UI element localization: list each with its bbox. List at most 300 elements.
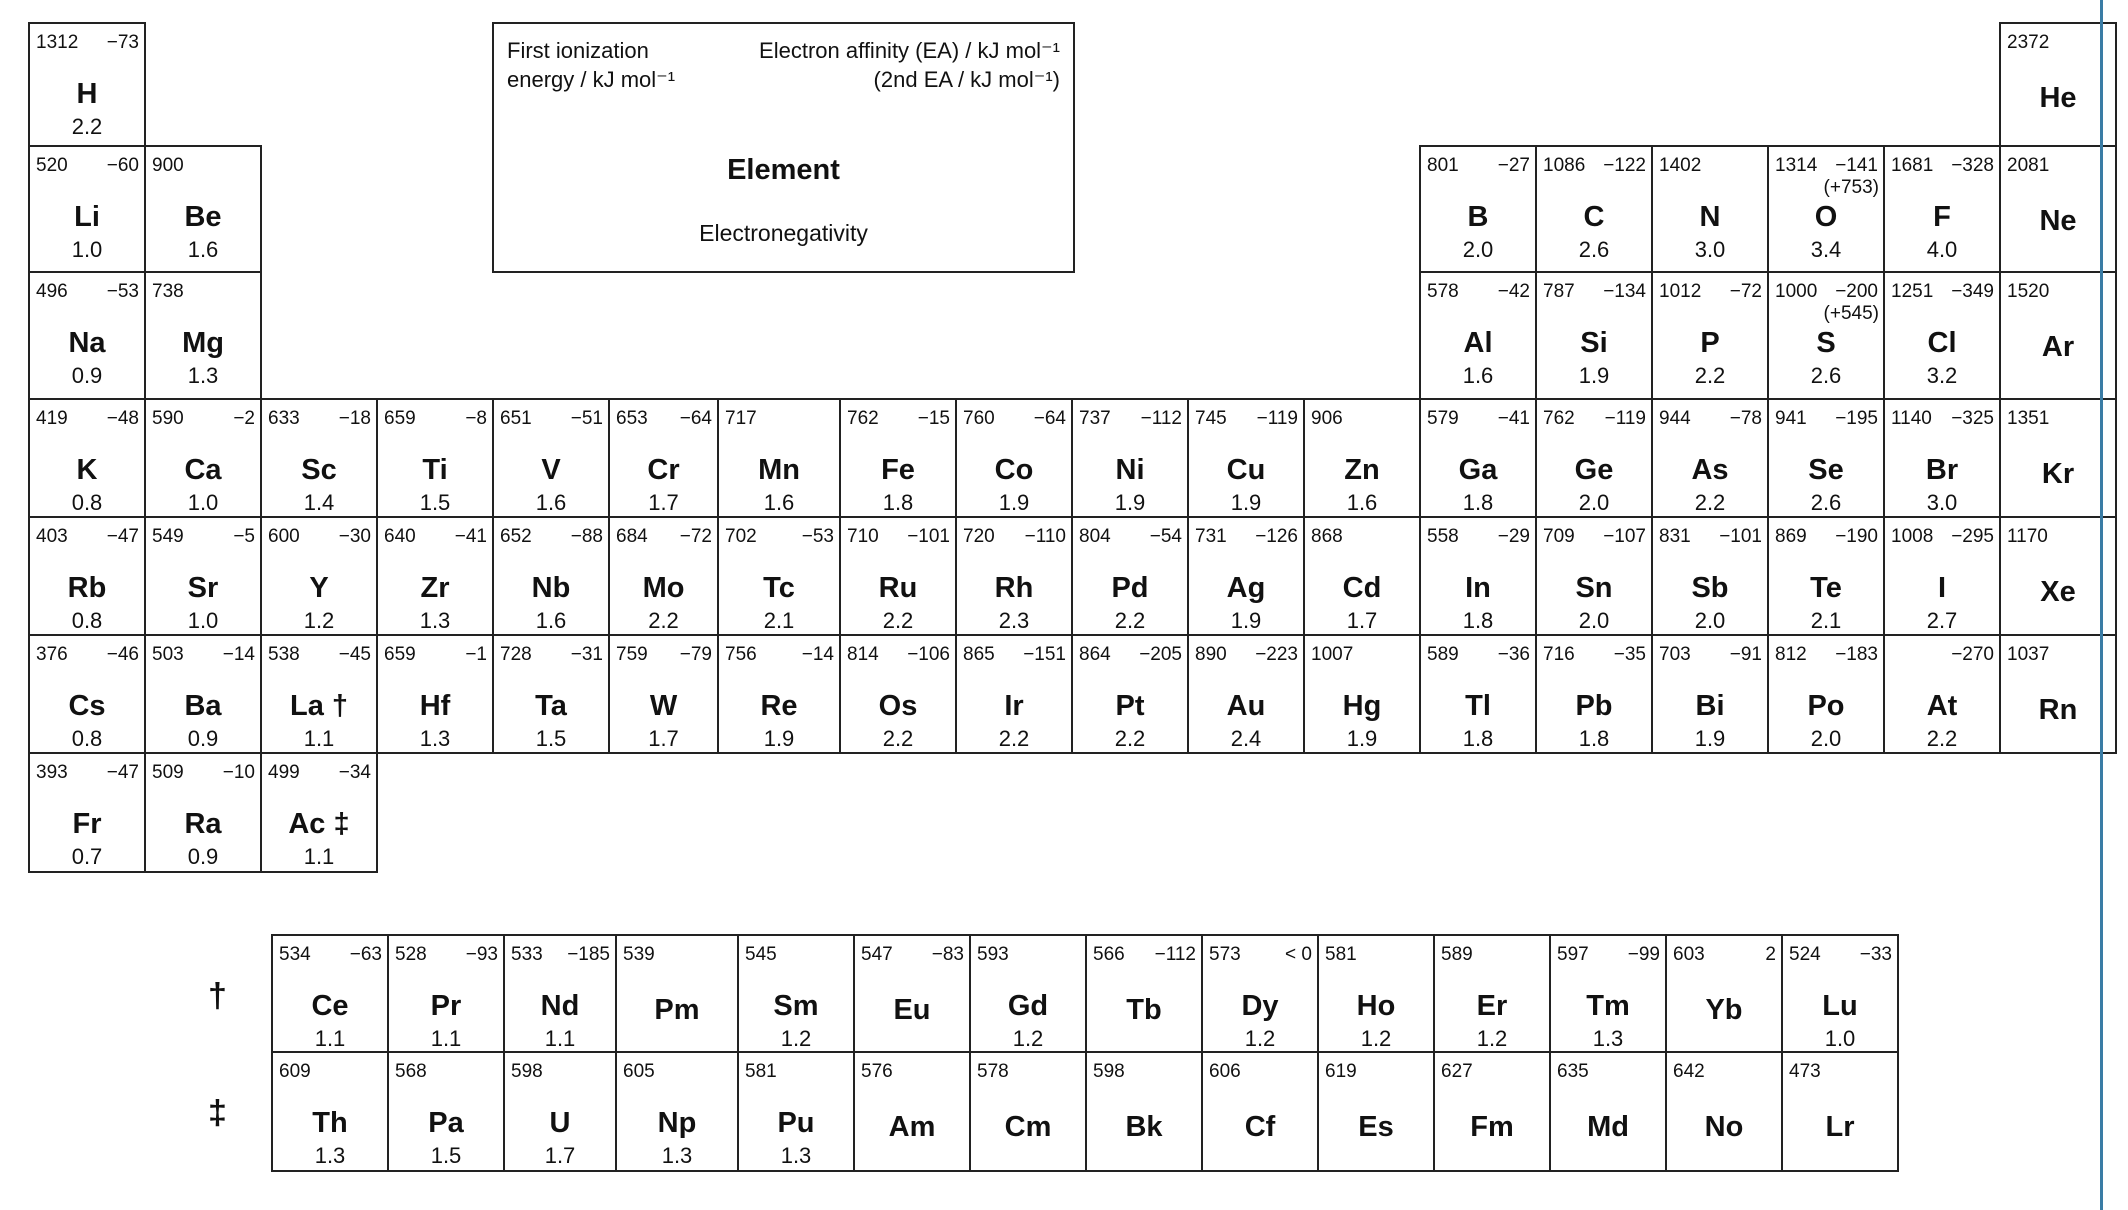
- electronegativity: 3.2: [1926, 363, 1958, 388]
- element-cell-se: [1767, 398, 1885, 518]
- electronegativity: 2.2: [882, 608, 914, 633]
- ionization-energy: 538: [268, 644, 300, 665]
- element-cell-fr: [28, 752, 146, 873]
- element-symbol: Tb: [1126, 994, 1162, 1026]
- element-symbol: Gd: [1007, 990, 1049, 1022]
- electronegativity: 2.2: [882, 726, 914, 751]
- electron-affinity: 2: [1765, 944, 1776, 965]
- element-cell-ga: [1419, 398, 1537, 518]
- ionization-energy: 720: [963, 526, 995, 547]
- ionization-energy: 590: [152, 408, 184, 429]
- electronegativity: 2.0: [1462, 237, 1494, 262]
- electron-affinity: −34: [338, 762, 371, 783]
- element-symbol: Ar: [2041, 331, 2075, 363]
- element-symbol: Al: [1463, 327, 1493, 359]
- electronegativity: 1.3: [419, 726, 451, 751]
- electron-affinity: −29: [1497, 526, 1530, 547]
- element-cell-hg: [1303, 634, 1421, 754]
- electron-affinity: −101: [1719, 526, 1762, 547]
- ionization-energy: 738: [152, 281, 184, 302]
- ionization-energy: 1312: [36, 32, 79, 53]
- element-symbol: Tm: [1586, 990, 1630, 1022]
- electron-affinity: −10: [222, 762, 255, 783]
- second-electron-affinity: (+753): [1823, 177, 1879, 198]
- ionization-energy: 1402: [1659, 155, 1702, 176]
- element-symbol: Yb: [1705, 994, 1743, 1026]
- ionization-energy: 716: [1543, 644, 1575, 665]
- electronegativity: 0.8: [71, 608, 103, 633]
- element-symbol: Se: [1808, 454, 1844, 486]
- element-cell-md: [1549, 1051, 1667, 1172]
- ionization-energy: 653: [616, 408, 648, 429]
- electronegativity: 1.3: [780, 1143, 812, 1168]
- element-symbol: Es: [1358, 1111, 1394, 1143]
- ionization-energy: 2372: [2007, 32, 2050, 53]
- element-symbol: Mo: [642, 572, 685, 604]
- electron-affinity: < 0: [1285, 944, 1312, 965]
- element-cell-ti: [376, 398, 494, 518]
- element-symbol: Tl: [1465, 690, 1491, 722]
- electron-affinity: −48: [106, 408, 139, 429]
- electron-affinity: −72: [1729, 281, 1762, 302]
- electronegativity: 1.7: [544, 1143, 576, 1168]
- ionization-energy: 1008: [1891, 526, 1934, 547]
- ionization-energy: 589: [1427, 644, 1459, 665]
- element-symbol: Au: [1226, 690, 1266, 722]
- element-cell-lr: [1781, 1051, 1899, 1172]
- electron-affinity: −151: [1023, 644, 1066, 665]
- element-symbol: Rh: [994, 572, 1034, 604]
- element-symbol: Sr: [187, 572, 219, 604]
- element-cell-h: [28, 22, 146, 147]
- element-cell-ag: [1187, 516, 1305, 636]
- ionization-energy: 812: [1775, 644, 1807, 665]
- electron-affinity: −53: [801, 526, 834, 547]
- element-cell-eu: [853, 934, 971, 1053]
- element-symbol: Bi: [1695, 690, 1725, 722]
- electron-affinity: −295: [1951, 526, 1994, 547]
- electronegativity: 1.2: [1244, 1026, 1276, 1051]
- element-cell-ir: [955, 634, 1073, 754]
- ionization-energy: 1140: [1891, 408, 1932, 429]
- electronegativity: 1.0: [71, 237, 103, 262]
- ionization-energy: 941: [1775, 408, 1807, 429]
- element-symbol: Zn: [1344, 454, 1380, 486]
- ionization-energy: 419: [36, 408, 68, 429]
- element-symbol: Dy: [1241, 990, 1279, 1022]
- element-symbol: Ba: [184, 690, 222, 722]
- element-cell-w: [608, 634, 719, 754]
- element-cell-f: [1883, 145, 2001, 273]
- electron-affinity: −41: [1497, 408, 1530, 429]
- electronegativity: 1.6: [535, 490, 567, 515]
- ionization-energy: 762: [1543, 408, 1575, 429]
- ionization-energy: 868: [1311, 526, 1343, 547]
- ionization-energy: 581: [1325, 944, 1357, 965]
- right-edge-line: [2100, 0, 2103, 1210]
- element-cell-sc: [260, 398, 378, 518]
- electron-affinity: −223: [1255, 644, 1298, 665]
- element-symbol: As: [1691, 454, 1729, 486]
- element-cell-sb: [1651, 516, 1769, 636]
- element-symbol: Y: [309, 572, 329, 604]
- ionization-energy: 609: [279, 1061, 311, 1082]
- electronegativity: 1.2: [1012, 1026, 1044, 1051]
- element-symbol: Ce: [311, 990, 349, 1022]
- element-cell-os: [839, 634, 957, 754]
- element-symbol: Ta: [535, 690, 567, 722]
- element-symbol: Ru: [878, 572, 918, 604]
- element-symbol: I: [1937, 572, 1947, 604]
- ionization-energy: 906: [1311, 408, 1343, 429]
- electron-affinity: −126: [1255, 526, 1298, 547]
- element-cell-ra: [144, 752, 262, 873]
- ionization-energy: 547: [861, 944, 893, 965]
- element-symbol: Pa: [428, 1107, 464, 1139]
- electron-affinity: −195: [1835, 408, 1878, 429]
- element-symbol: Pm: [654, 994, 700, 1026]
- ionization-energy: 566: [1093, 944, 1125, 965]
- element-symbol: Ne: [2039, 205, 2077, 237]
- element-symbol: Hf: [419, 690, 451, 722]
- electronegativity: 2.2: [71, 114, 103, 139]
- element-cell-ni: [1071, 398, 1189, 518]
- ionization-energy: 528: [395, 944, 427, 965]
- element-symbol: Cu: [1226, 454, 1266, 486]
- ionization-energy: 759: [616, 644, 648, 665]
- electronegativity: 1.8: [1462, 608, 1494, 633]
- electronegativity: 2.2: [1926, 726, 1958, 751]
- electron-affinity: −8: [465, 408, 487, 429]
- element-symbol: V: [541, 454, 561, 486]
- element-symbol: He: [2039, 82, 2077, 114]
- ionization-energy: 737: [1079, 408, 1111, 429]
- electron-affinity: −93: [465, 944, 498, 965]
- electronegativity: 4.0: [1926, 237, 1958, 262]
- ionization-energy: 635: [1557, 1061, 1589, 1082]
- element-cell-cu: [1187, 398, 1305, 518]
- element-cell-pr: [387, 934, 505, 1053]
- element-symbol: Te: [1810, 572, 1842, 604]
- element-cell-cm: [969, 1051, 1087, 1172]
- ionization-energy: 652: [500, 526, 532, 547]
- element-cell-li: [28, 145, 146, 273]
- electronegativity: 0.8: [71, 726, 103, 751]
- element-cell-ta: [492, 634, 610, 754]
- electron-affinity: −35: [1613, 644, 1646, 665]
- element-cell-i: [1883, 516, 2001, 636]
- element-symbol: No: [1704, 1111, 1744, 1143]
- electron-affinity: −72: [679, 526, 712, 547]
- ionization-energy: 728: [500, 644, 532, 665]
- ionization-energy: 579: [1427, 408, 1459, 429]
- element-symbol: F: [1933, 201, 1951, 233]
- element-symbol: Ti: [422, 454, 448, 486]
- electron-affinity: −270: [1951, 644, 1994, 665]
- ionization-energy: 804: [1079, 526, 1111, 547]
- element-symbol: Np: [657, 1107, 697, 1139]
- ionization-energy: 814: [847, 644, 879, 665]
- ionization-energy: 578: [977, 1061, 1009, 1082]
- element-symbol: Fe: [881, 454, 915, 486]
- element-symbol: Ho: [1356, 990, 1396, 1022]
- electronegativity: 1.9: [1230, 608, 1262, 633]
- electronegativity: 2.4: [1230, 726, 1262, 751]
- element-symbol: Na: [68, 327, 106, 359]
- ionization-energy: 606: [1209, 1061, 1241, 1082]
- element-cell-re: [717, 634, 841, 754]
- ionization-energy: 509: [152, 762, 184, 783]
- element-cell-ba: [144, 634, 262, 754]
- electron-affinity: −349: [1951, 281, 1994, 302]
- electronegativity: 1.9: [1114, 490, 1146, 515]
- electronegativity: 1.6: [1462, 363, 1494, 388]
- electron-affinity: −141: [1835, 155, 1878, 176]
- ionization-energy: 581: [745, 1061, 777, 1082]
- electronegativity: 1.1: [303, 726, 335, 751]
- element-symbol: Ga: [1458, 454, 1498, 486]
- electronegativity: 1.0: [1824, 1026, 1856, 1051]
- electronegativity: 1.6: [1346, 490, 1378, 515]
- electron-affinity: −119: [1256, 408, 1298, 429]
- electron-affinity: −101: [907, 526, 950, 547]
- element-cell-pu: [737, 1051, 855, 1172]
- electron-affinity: −64: [1033, 408, 1066, 429]
- electronegativity: 2.2: [1694, 363, 1726, 388]
- electronegativity: 1.1: [544, 1026, 576, 1051]
- electronegativity: 2.1: [1810, 608, 1842, 633]
- electronegativity: 2.2: [998, 726, 1030, 751]
- element-cell-sr: [144, 516, 262, 636]
- ionization-energy: 598: [511, 1061, 543, 1082]
- ionization-energy: 573: [1209, 944, 1241, 965]
- electron-affinity: −36: [1497, 644, 1530, 665]
- electronegativity: 1.0: [187, 608, 219, 633]
- ionization-energy: 545: [745, 944, 777, 965]
- element-cell-pd: [1071, 516, 1189, 636]
- element-symbol: Xe: [2040, 576, 2076, 608]
- electron-affinity: −14: [222, 644, 255, 665]
- electronegativity: 1.9: [1346, 726, 1378, 751]
- electron-affinity: −53: [106, 281, 139, 302]
- element-cell-no: [1665, 1051, 1783, 1172]
- element-cell-hf: [376, 634, 494, 754]
- element-cell-ce: [271, 934, 389, 1053]
- element-cell-bi: [1651, 634, 1769, 754]
- element-symbol: Co: [994, 454, 1034, 486]
- electron-affinity: −47: [106, 526, 139, 547]
- element-cell-pb: [1535, 634, 1653, 754]
- legend-electron-affinity-label: Electron affinity (EA) / kJ mol⁻¹ (2nd EA / kJ mol⁻¹): [759, 38, 1060, 92]
- element-symbol: Cs: [68, 690, 106, 722]
- ionization-energy: 900: [152, 155, 184, 176]
- ionization-energy: 659: [384, 644, 416, 665]
- element-symbol: Pt: [1115, 690, 1145, 722]
- element-symbol: P: [1700, 327, 1720, 359]
- element-cell-fm: [1433, 1051, 1551, 1172]
- ionization-energy: 520: [36, 155, 68, 176]
- electronegativity: 1.8: [882, 490, 914, 515]
- ionization-energy: 659: [384, 408, 416, 429]
- element-symbol: Sb: [1691, 572, 1729, 604]
- ionization-energy: 603: [1673, 944, 1705, 965]
- electron-affinity: −112: [1154, 944, 1196, 965]
- ionization-energy: 1037: [2007, 644, 2050, 665]
- ionization-energy: 539: [623, 944, 655, 965]
- element-symbol: Si: [1580, 327, 1608, 359]
- element-symbol: Be: [184, 201, 222, 233]
- ionization-energy: 499: [268, 762, 300, 783]
- ionization-energy: 756: [725, 644, 757, 665]
- element-cell-c: [1535, 145, 1653, 273]
- electronegativity: 1.9: [1578, 363, 1610, 388]
- electron-affinity: −73: [106, 32, 139, 53]
- electron-affinity: −41: [454, 526, 487, 547]
- electron-affinity: −1: [465, 644, 487, 665]
- element-cell-v: [492, 398, 610, 518]
- element-cell-ho: [1317, 934, 1435, 1053]
- ionization-energy: 533: [511, 944, 543, 965]
- element-cell-np: [615, 1051, 739, 1172]
- element-symbol: Er: [1476, 990, 1508, 1022]
- electronegativity: 0.9: [187, 844, 219, 869]
- ionization-energy: 865: [963, 644, 995, 665]
- electron-affinity: −45: [338, 644, 371, 665]
- electron-affinity: −185: [567, 944, 610, 965]
- element-symbol: Cd: [1342, 572, 1382, 604]
- element-cell-pt: [1071, 634, 1189, 754]
- electron-affinity: −190: [1835, 526, 1878, 547]
- ionization-energy: 2081: [2007, 155, 2050, 176]
- element-symbol: Mg: [182, 327, 224, 359]
- element-cell-sm: [737, 934, 855, 1053]
- electron-affinity: −119: [1604, 408, 1646, 429]
- element-symbol: Os: [878, 690, 918, 722]
- element-symbol: Tc: [763, 572, 795, 604]
- element-cell-bk: [1085, 1051, 1203, 1172]
- ionization-energy: 1314: [1775, 155, 1818, 176]
- electronegativity: 1.9: [763, 726, 795, 751]
- electronegativity: 2.0: [1694, 608, 1726, 633]
- element-cell-mn: [717, 398, 841, 518]
- ionization-energy: 702: [725, 526, 757, 547]
- element-cell-te: [1767, 516, 1885, 636]
- ionization-energy: 651: [500, 408, 532, 429]
- ionization-energy: 640: [384, 526, 416, 547]
- ionization-energy: 944: [1659, 408, 1691, 429]
- element-cell-es: [1317, 1051, 1435, 1172]
- element-cell-b: [1419, 145, 1537, 273]
- element-cell-la: [260, 634, 378, 754]
- element-cell-tb: [1085, 934, 1203, 1053]
- electron-affinity: −99: [1627, 944, 1660, 965]
- electronegativity: 0.7: [71, 844, 103, 869]
- element-cell-mg: [144, 271, 262, 400]
- electron-affinity: −79: [679, 644, 712, 665]
- element-cell-u: [503, 1051, 617, 1172]
- element-cell-fe: [839, 398, 957, 518]
- element-cell-ge: [1535, 398, 1653, 518]
- electronegativity: 0.9: [187, 726, 219, 751]
- ionization-energy: 731: [1195, 526, 1227, 547]
- element-symbol: K: [76, 454, 98, 486]
- ionization-energy: 524: [1789, 944, 1821, 965]
- element-cell-cs: [28, 634, 146, 754]
- element-cell-th: [271, 1051, 389, 1172]
- element-symbol: Cm: [1004, 1111, 1052, 1143]
- ionization-energy: 1681: [1891, 155, 1934, 176]
- element-cell-at: [1883, 634, 2001, 754]
- element-symbol: Rb: [67, 572, 107, 604]
- element-cell-be: [144, 145, 262, 273]
- electronegativity: 1.3: [187, 363, 219, 388]
- element-symbol: Ir: [1004, 690, 1024, 722]
- electronegativity: 1.6: [187, 237, 219, 262]
- ionization-energy: 597: [1557, 944, 1589, 965]
- electronegativity: 1.5: [419, 490, 451, 515]
- element-cell-cl: [1883, 271, 2001, 400]
- electronegativity: 1.2: [1360, 1026, 1392, 1051]
- electronegativity: 2.0: [1578, 490, 1610, 515]
- ionization-energy: 558: [1427, 526, 1459, 547]
- element-symbol: C: [1583, 201, 1605, 233]
- ionization-energy: 403: [36, 526, 68, 547]
- element-symbol: W: [649, 690, 678, 722]
- legend-electronegativity-label: Electronegativity: [699, 220, 868, 246]
- ionization-energy: 710: [847, 526, 879, 547]
- ionization-energy: 1520: [2007, 281, 2050, 302]
- ionization-energy: 1086: [1543, 155, 1586, 176]
- lanthanide-marker: †: [208, 977, 227, 1015]
- element-symbol: Fm: [1470, 1111, 1514, 1143]
- legend-element-label: Element: [727, 154, 840, 186]
- ionization-energy: 864: [1079, 644, 1111, 665]
- electronegativity: 1.2: [303, 608, 335, 633]
- ionization-energy: 709: [1543, 526, 1575, 547]
- element-symbol: Nd: [540, 990, 580, 1022]
- element-cell-ru: [839, 516, 957, 636]
- electronegativity: 2.6: [1810, 490, 1842, 515]
- element-symbol: Sm: [773, 990, 819, 1022]
- electron-affinity: −31: [570, 644, 603, 665]
- electronegativity: 1.5: [430, 1143, 462, 1168]
- ionization-energy: 598: [1093, 1061, 1125, 1082]
- element-symbol: Bk: [1125, 1111, 1163, 1143]
- electronegativity: 2.6: [1810, 363, 1842, 388]
- ionization-energy: 496: [36, 281, 68, 302]
- electron-affinity: −5: [233, 526, 255, 547]
- element-cell-ca: [144, 398, 262, 518]
- ionization-energy: 589: [1441, 944, 1473, 965]
- electronegativity: 2.2: [1114, 726, 1146, 751]
- element-symbol: Re: [760, 690, 798, 722]
- element-symbol: Cf: [1244, 1111, 1276, 1143]
- element-cell-am: [853, 1051, 971, 1172]
- element-symbol: Md: [1587, 1111, 1629, 1143]
- electronegativity: 1.4: [303, 490, 335, 515]
- electron-affinity: −54: [1149, 526, 1182, 547]
- element-cell-na: [28, 271, 146, 400]
- ionization-energy: 703: [1659, 644, 1691, 665]
- ionization-energy: 642: [1673, 1061, 1705, 1082]
- electronegativity: 2.2: [1114, 608, 1146, 633]
- element-cell-mo: [608, 516, 719, 636]
- element-symbol: N: [1699, 201, 1721, 233]
- element-symbol: Mn: [758, 454, 800, 486]
- ionization-energy: 1170: [2007, 526, 2048, 547]
- element-symbol: Fr: [72, 808, 102, 840]
- element-cell-si: [1535, 271, 1653, 400]
